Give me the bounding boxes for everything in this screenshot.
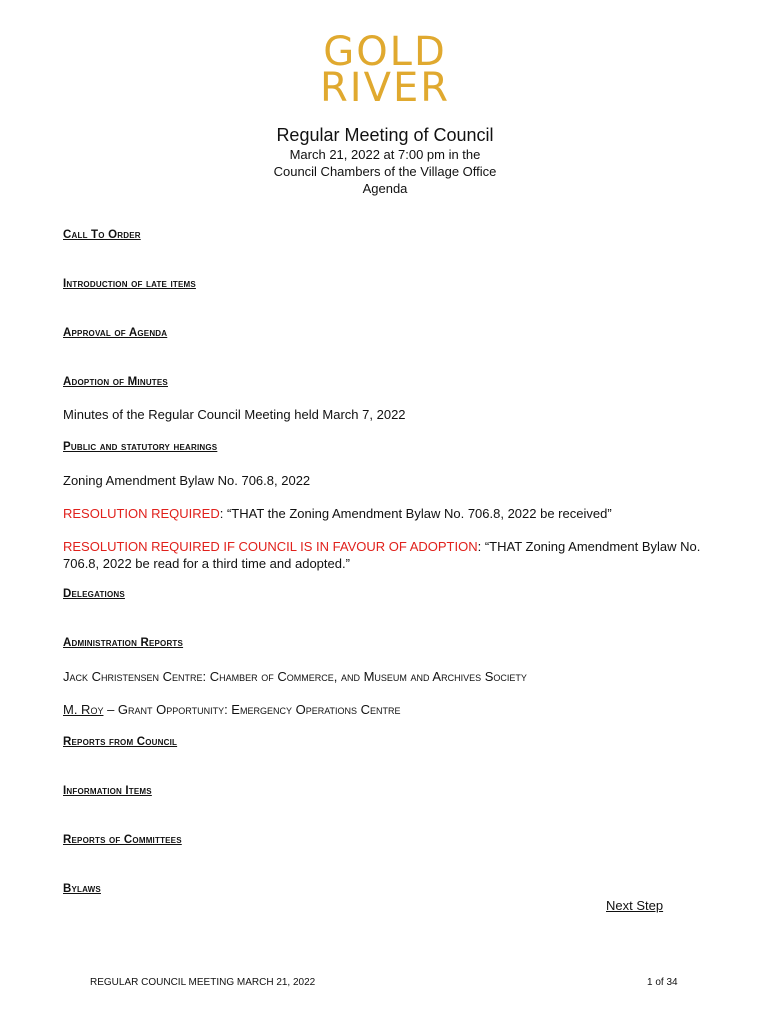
logo-line-1: GOLD bbox=[323, 29, 447, 75]
admin-report-2 bbox=[63, 701, 703, 718]
admin-report-1: Jack Christensen Centre: Chamber of Commerce, and Museum and Archives Society bbox=[63, 669, 527, 684]
section-delegations: Delegations bbox=[63, 588, 125, 600]
zoning-bylaw-item: Zoning Amendment Bylaw No. 706.8, 2022 bbox=[63, 473, 311, 488]
section-reports-from-council: Reports from Council bbox=[63, 736, 178, 748]
section-adoption-of-minutes: Adoption of Minutes bbox=[63, 376, 168, 388]
resolution-1 bbox=[63, 505, 703, 522]
resolution-1-text: : “THAT the Zoning Amendment Bylaw No. 706.8, 2022 be received” bbox=[219, 506, 612, 521]
resolution-2-text: : “THAT Zoning Amendment Bylaw No. 706.8, 2022 be read for a third time and adopted.” bbox=[63, 539, 701, 571]
agenda-label: Agenda bbox=[362, 181, 408, 196]
footer-meeting-title: REGULAR COUNCIL MEETING MARCH 21, 2022 bbox=[90, 977, 316, 988]
section-call-to-order: Call To Order bbox=[63, 229, 141, 241]
section-bylaws: Bylaws bbox=[63, 883, 101, 895]
admin-report-2-author: M. Roy bbox=[63, 702, 104, 717]
meeting-datetime: March 21, 2022 at 7:00 pm in the bbox=[289, 147, 481, 162]
resolution-2-label: RESOLUTION REQUIRED IF COUNCIL IS IN FAVOUR OF ADOPTION bbox=[63, 539, 478, 554]
section-administration-reports: Administration Reports bbox=[63, 637, 184, 649]
document-header bbox=[0, 124, 770, 197]
meeting-location: Council Chambers of the Village Office bbox=[273, 164, 497, 179]
next-step-link[interactable]: Next Step bbox=[606, 898, 664, 913]
page-title: Regular Meeting of Council bbox=[276, 125, 494, 145]
section-reports-of-committees: Reports of Committees bbox=[63, 834, 182, 846]
admin-report-2-text: – Grant Opportunity: Emergency Operations Centre bbox=[103, 702, 401, 717]
section-public-hearings: Public and statutory hearings bbox=[63, 441, 218, 453]
minutes-item: Minutes of the Regular Council Meeting held March 7, 2022 bbox=[63, 407, 406, 422]
page-number: 1 of 34 bbox=[647, 977, 678, 988]
section-approval-of-agenda: Approval of Agenda bbox=[63, 327, 168, 339]
section-late-items: Introduction of late items bbox=[63, 278, 196, 290]
resolution-2 bbox=[63, 538, 703, 572]
resolution-1-label: RESOLUTION REQUIRED bbox=[63, 506, 220, 521]
gold-river-logo bbox=[318, 29, 452, 111]
section-information-items: Information Items bbox=[63, 785, 152, 797]
logo-line-2: RIVER bbox=[319, 65, 451, 111]
